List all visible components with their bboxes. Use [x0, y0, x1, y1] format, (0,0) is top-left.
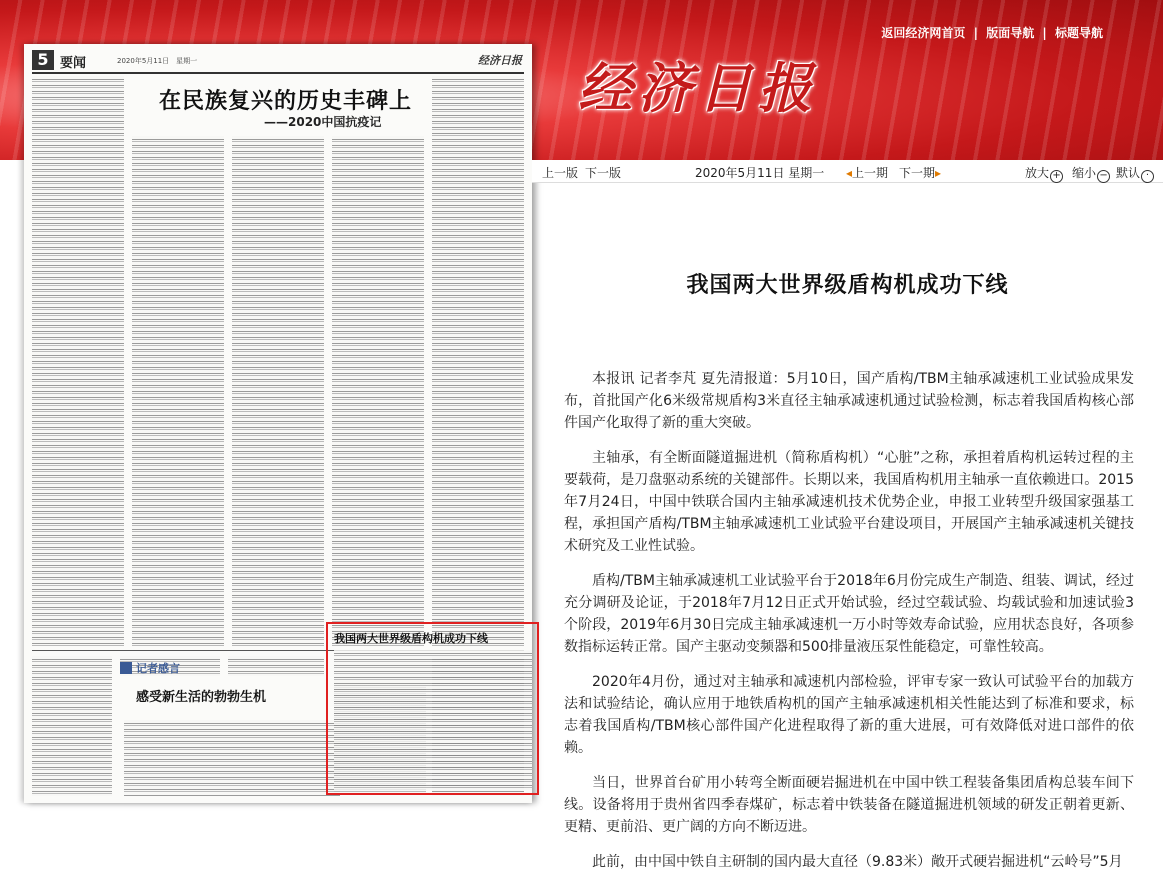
- text-column[interactable]: [432, 76, 524, 646]
- left-arrow-icon: ◂: [846, 166, 853, 180]
- top-navigation: [881, 24, 1103, 41]
- plus-circle-icon: +: [1050, 170, 1063, 183]
- highlighted-article-text[interactable]: [334, 650, 532, 790]
- highlighted-article-title[interactable]: 我国两大世界级盾构机成功下线: [334, 632, 488, 645]
- article-paragraph: 当日，世界首台矿用小转弯全断面硬岩掘进机在中国中铁工程装备集团盾构总装车间下线。设备将用于贵州省四季春煤矿，标志着中铁装备在隧道掘进机领域的研发正朝着更新、更精、更前沿、更广阔的方向不断迈进。: [564, 775, 1134, 835]
- masthead-logo: 经济日报: [578, 56, 818, 120]
- thumbnail-subheadline: ——2020中国抗疫记: [264, 115, 382, 129]
- page-date: 2020年5月11日 星期一: [117, 57, 198, 65]
- text-column[interactable]: [332, 136, 424, 646]
- radio-icon: ·: [1141, 170, 1154, 183]
- text-column[interactable]: [32, 76, 124, 646]
- article-paragraph: 主轴承，有全断面隧道掘进机（简称盾构机）“心脏”之称，承担着盾构机运转过程的主要载荷，是刀盘驱动系统的关键部件。长期以来，我国盾构机用主轴承一直依赖进口。2015年7月24日，中国中铁联合国内主轴承减速机技术优势企业，申报工业转型升级国家强基工程，承担国产盾构/TBM主轴承减速机工业试验平台建设项目，开展国产主轴承减速机关键技术研究及工业性试验。: [564, 450, 1134, 554]
- next-period-link[interactable]: [899, 164, 941, 181]
- article-paragraph: 本报讯 记者李芃 夏先清报道：5月10日，国产盾构/TBM主轴承减速机工业试验成果发布，首批国产化6米级常规盾构3米直径主轴承减速机通过试验检测，标志着我国盾构核心部件国产化取得了新的重大突破。: [564, 371, 1134, 431]
- article-title: 我国两大世界级盾构机成功下线: [686, 273, 1009, 298]
- layout-nav-link[interactable]: 版面导航: [986, 26, 1035, 40]
- right-arrow-icon: ▸: [935, 166, 942, 180]
- default-zoom-button[interactable]: [1116, 164, 1154, 183]
- thumbnail-header: [32, 50, 524, 74]
- default-zoom-label: 默认: [1116, 166, 1141, 180]
- zoom-in-button[interactable]: [1025, 164, 1063, 183]
- nav-separator: |: [973, 26, 979, 40]
- issue-date: 2020年5月11日 星期一: [695, 166, 825, 180]
- text-column[interactable]: [132, 136, 224, 646]
- toolbar: [532, 160, 1163, 183]
- essay-headline[interactable]: 感受新生活的勃勃生机: [136, 690, 267, 705]
- article-body: [564, 368, 1134, 886]
- home-link[interactable]: 返回经济网首页: [881, 26, 966, 40]
- essay-badge-icon: [120, 662, 132, 674]
- prev-period-link[interactable]: [846, 164, 888, 181]
- text-column[interactable]: [124, 720, 340, 796]
- title-nav-link[interactable]: 标题导航: [1054, 26, 1103, 40]
- nav-separator: |: [1042, 26, 1047, 40]
- prev-page-link[interactable]: 上一版: [542, 166, 579, 180]
- zoom-out-button[interactable]: [1072, 164, 1110, 183]
- text-column[interactable]: [228, 656, 324, 676]
- zoom-in-label: 放大: [1025, 166, 1050, 180]
- next-period-label: 下一期: [899, 166, 936, 180]
- prev-period-label: 上一期: [852, 166, 889, 180]
- article-paragraph: 此前，由中国中铁自主研制的国内最大直径（9.83米）敞开式硬岩掘进机“云岭号”5月: [592, 854, 1123, 870]
- page-masthead: 经济日报: [478, 54, 522, 67]
- page-number: 5: [32, 50, 54, 70]
- page-section: 要闻: [60, 56, 87, 71]
- article-paragraph: 2020年4月份，通过对主轴承和减速机内部检验，评审专家一致认可试验平台的加载方法和试验结论，确认应用于地铁盾构机的国产主轴承减速机相关性能达到了标准和要求，标志着我国盾构/TBM核心部件国产化进程取得了新的重大进展，可有效降低对进口部件的依赖。: [564, 674, 1134, 756]
- thumbnail-headline[interactable]: 在民族复兴的历史丰碑上: [159, 89, 413, 114]
- text-column[interactable]: [232, 136, 324, 646]
- zoom-out-label: 缩小: [1072, 166, 1097, 180]
- essay-tag-label: 记者感言: [136, 662, 180, 675]
- essay-tag: [120, 660, 180, 676]
- text-column[interactable]: [32, 656, 112, 796]
- article-paragraph: 盾构/TBM主轴承减速机工业试验平台于2018年6月份完成生产制造、组装、调试，经过充分调研及论证，于2018年7月12日正式开始试验，经过空载试验、均载试验和加速试验3个阶段，2019年6月30日完成主轴承减速机一万小时等效寿命试验，应用状态良好，各项参数指标运转正常。国产主驱动变频器和500排量液压泵性能稳定，可靠性较高。: [564, 573, 1134, 655]
- next-page-link[interactable]: 下一版: [585, 166, 622, 180]
- minus-circle-icon: −: [1097, 170, 1110, 183]
